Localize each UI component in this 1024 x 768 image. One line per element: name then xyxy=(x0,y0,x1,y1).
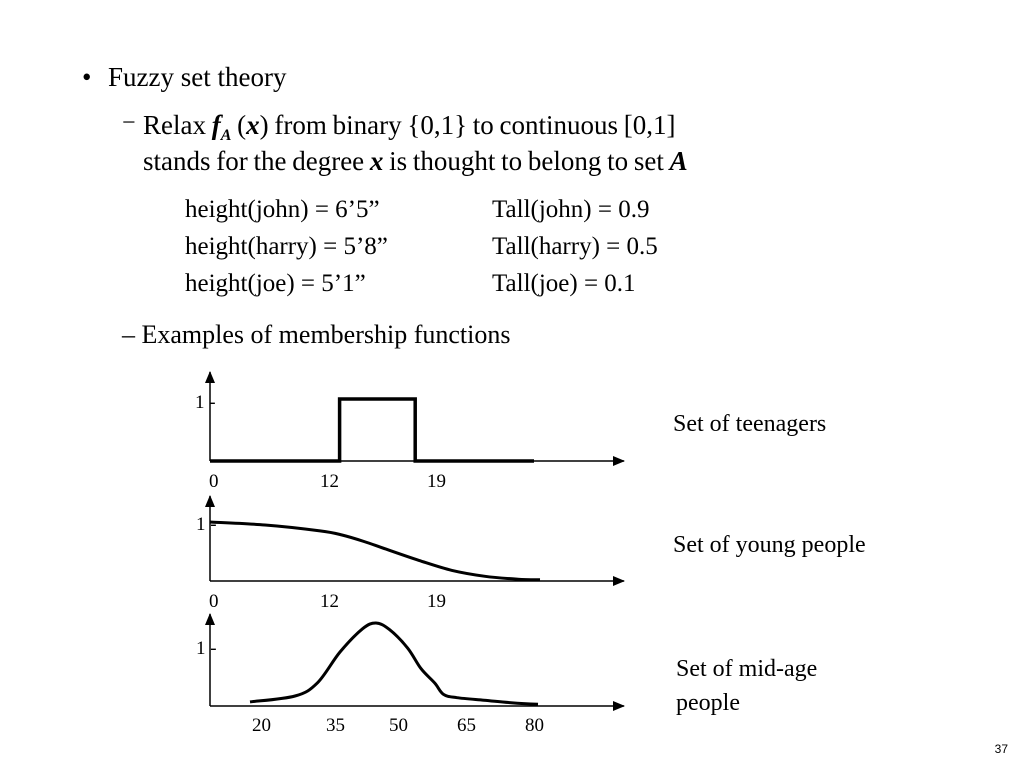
y-tick-label: 1 - xyxy=(196,514,217,535)
relax-line-rest: ) from binary {0,1} to continuous [0,1] xyxy=(259,110,676,140)
chart-teenagers xyxy=(195,372,624,492)
membership-functions-heading: – Examples of membership functions xyxy=(122,320,511,349)
x-tick-label: 80 xyxy=(525,715,544,736)
math-f: f xyxy=(211,110,221,140)
x-tick-label: 12 xyxy=(320,591,339,612)
example-tall: Tall(john) = 0.9 xyxy=(492,196,650,223)
x-tick-label: 0 xyxy=(209,591,219,612)
membership-curve xyxy=(210,522,540,580)
example-tall: Tall(harry) = 0.5 xyxy=(492,233,658,260)
bullet-dot: • xyxy=(82,62,92,92)
chart-caption-line2: people xyxy=(676,690,740,716)
slide-heading: Fuzzy set theory xyxy=(108,62,287,92)
membership-curve xyxy=(250,623,538,704)
math-x-2: x xyxy=(369,146,384,176)
degree-line-mid: is thought to belong to set xyxy=(389,146,664,176)
x-tick-label: 0 xyxy=(209,471,219,492)
chart-caption: Set of young people xyxy=(673,532,866,558)
x-tick-label: 65 xyxy=(457,715,476,736)
x-tick-label: 35 xyxy=(326,715,345,736)
chart-caption: Set of mid-age xyxy=(676,656,818,682)
example-height: height(john) = 6’5” xyxy=(185,196,380,223)
degree-line-pre: stands for the degree xyxy=(143,146,365,176)
sub-bullet-dash: − xyxy=(122,110,136,136)
y-tick-label: 1 - xyxy=(196,638,217,659)
x-tick-label: 19 xyxy=(427,591,446,612)
math-set-A: A xyxy=(669,146,688,176)
x-tick-label: 20 xyxy=(252,715,271,736)
membership-curve xyxy=(210,399,534,461)
example-height: height(harry) = 5’8” xyxy=(185,233,388,260)
x-tick-label: 19 xyxy=(427,471,446,492)
math-subscript-A: A xyxy=(220,127,232,144)
relax-word: Relax xyxy=(143,110,206,140)
page-number: 37 xyxy=(994,742,1008,756)
x-tick-label: 12 xyxy=(320,471,339,492)
chart-young-people xyxy=(196,496,624,612)
example-height: height(joe) = 5’1” xyxy=(185,270,366,297)
example-tall: Tall(joe) = 0.1 xyxy=(492,270,636,297)
chart-caption: Set of teenagers xyxy=(673,411,827,437)
math-x: x xyxy=(246,110,260,140)
y-tick-label: 1 - xyxy=(195,392,216,413)
chart-mid-age-people xyxy=(196,614,624,736)
x-tick-label: 50 xyxy=(389,715,408,736)
math-open-paren: ( xyxy=(237,110,247,140)
